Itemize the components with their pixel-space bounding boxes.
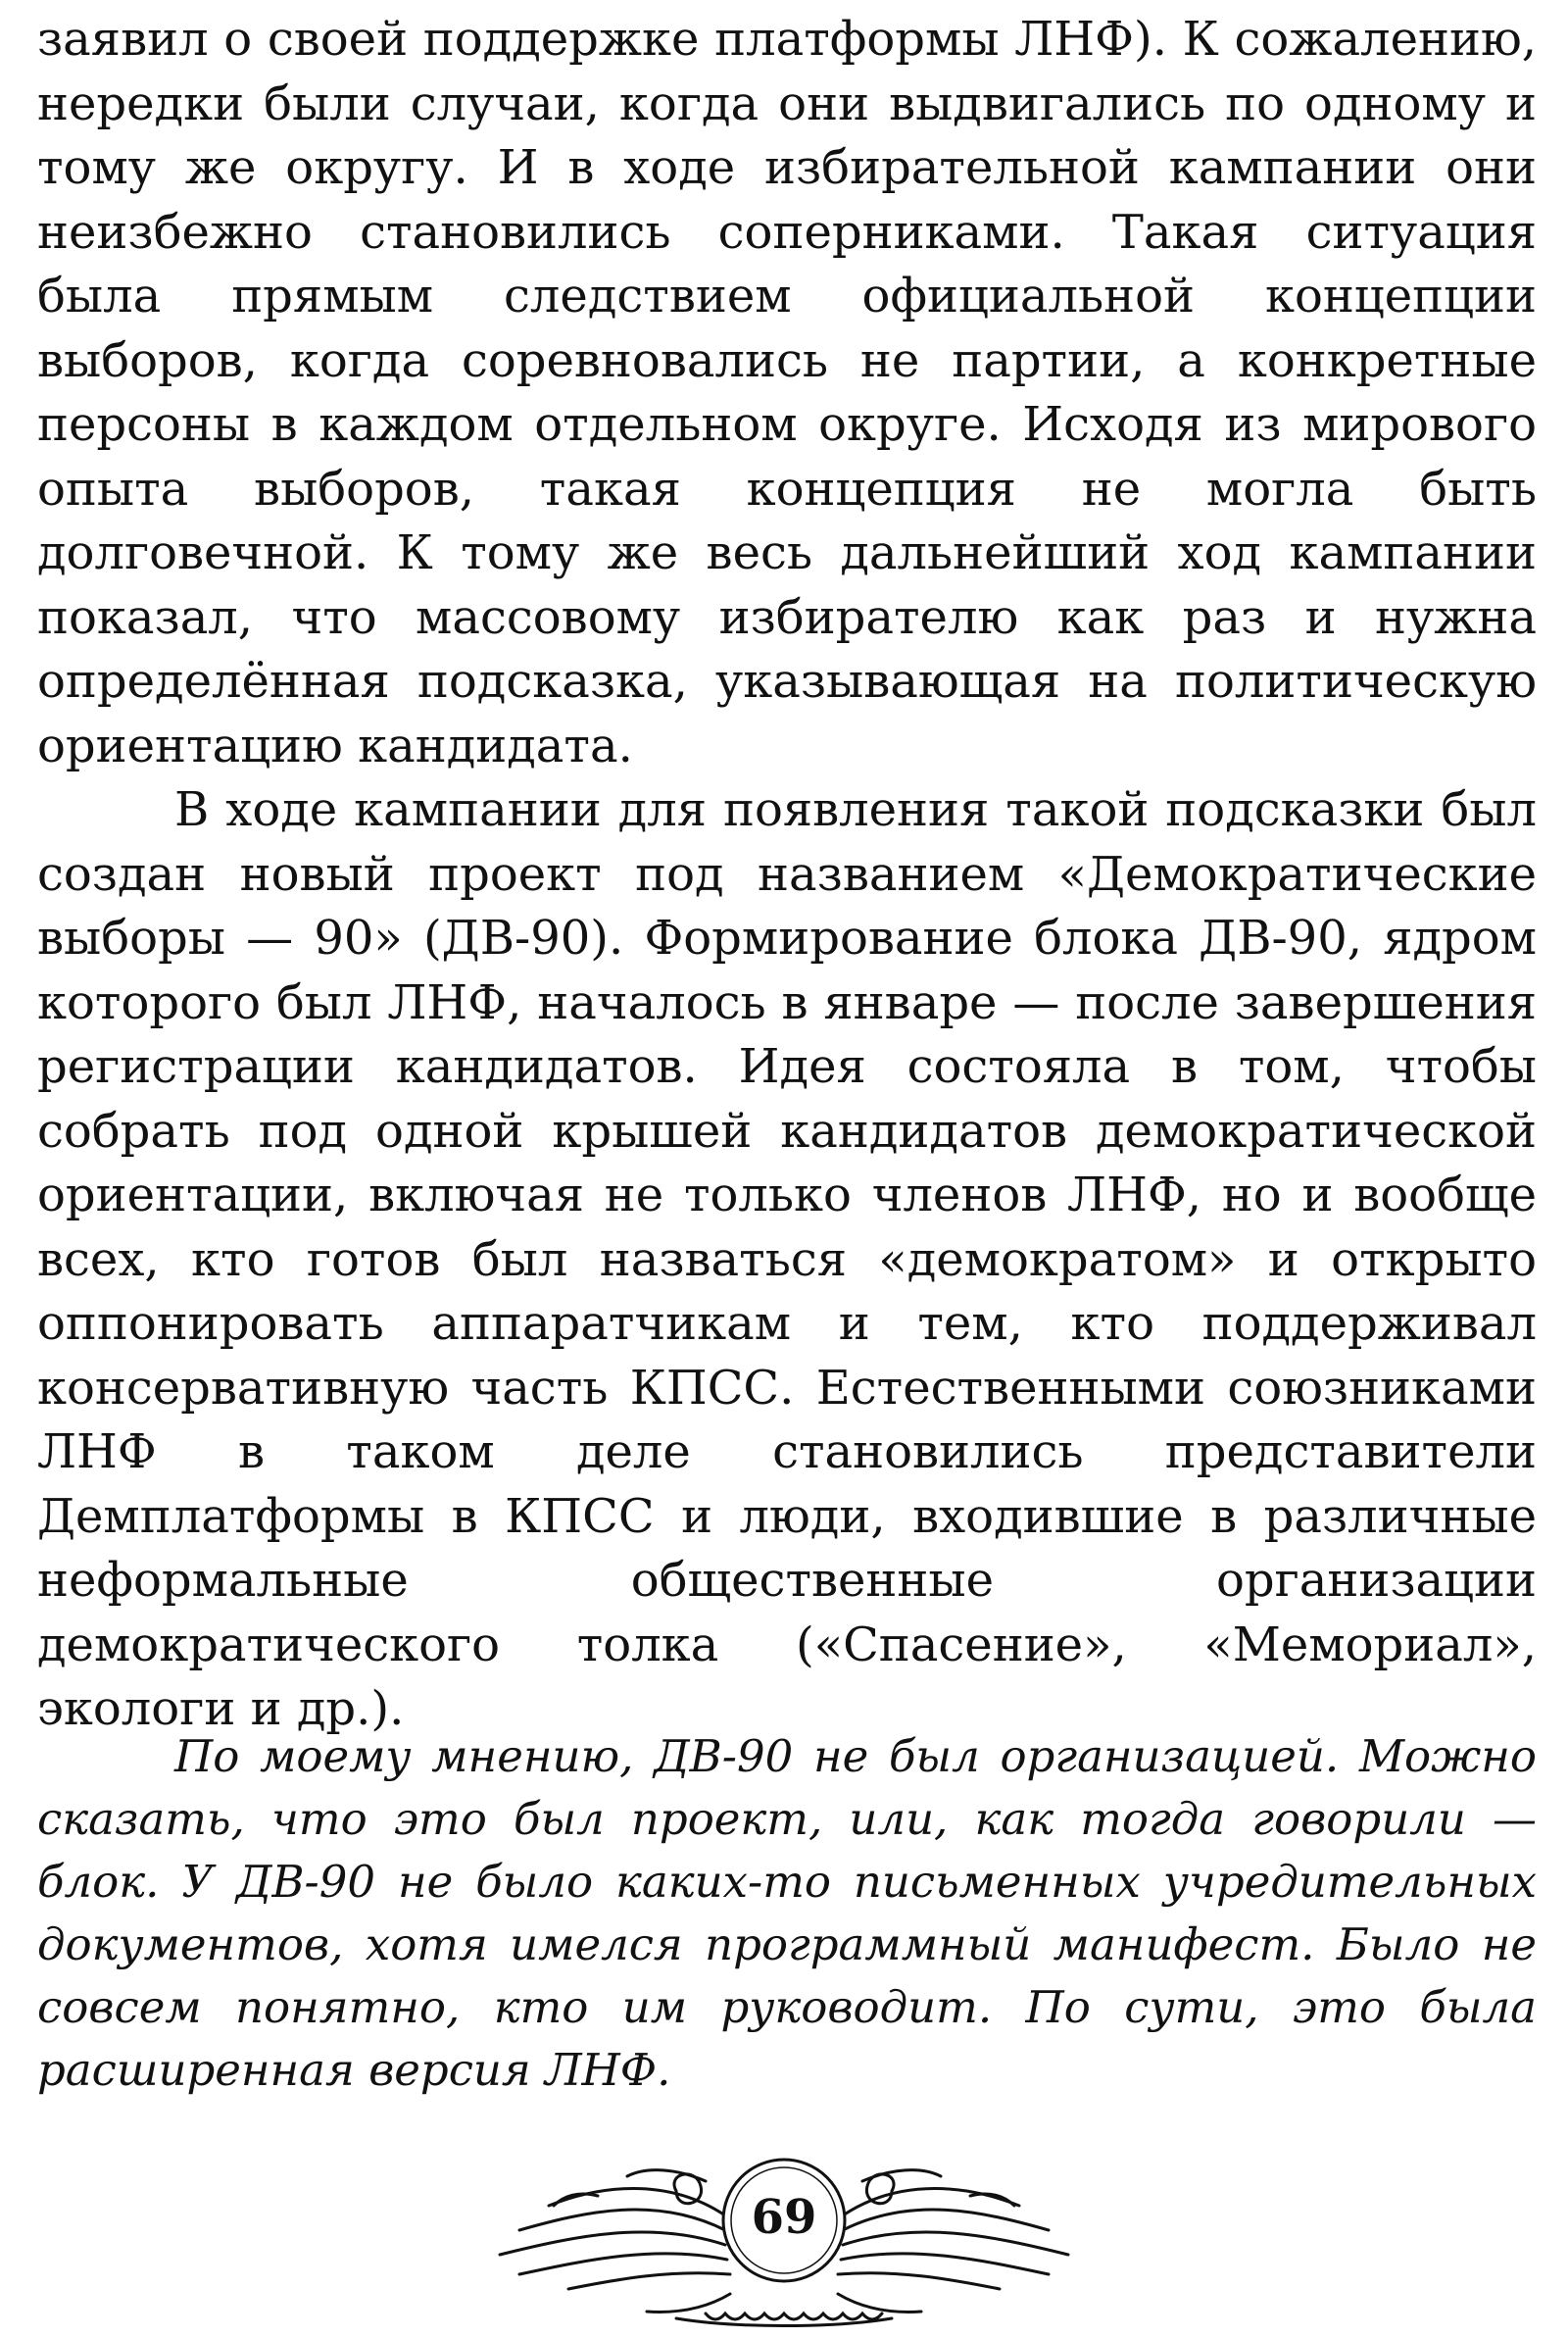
paragraph: В ходе кампании для появления такой подсказки был создан новый проект под названием «Демократические выборы — 90» (ДВ-90). Формирование блока ДВ-90, ядром которого был ЛНФ, началось в январе — после завершения регистрации кандидатов. Идея состояла в том, чтобы собрать под одной крышей кандидатов демократической ориентации, включая не только членов ЛНФ, но и вообще всех, кто готов был назваться «демократом» и открыто оппонировать аппаратчикам и тем, кто поддерживал консервативную часть КПСС. Естественными союзниками ЛНФ в таком деле становились представители Демплатформы в КПСС и люди, входившие в различные неформальные общественные организации демократического толка («Спасение», «Мемориал», экологи и др.).: [37, 782, 1537, 1736]
quote-block: По моему мнению, ДВ-90 не был организацией. Можно сказать, что это был проект, или, как тогда говорили — блок. У ДВ-90 не было каких-то письменных учредительных документов, хотя имелся программный манифест. Было не совсем понятно, кто им руководит. По сути, это была расширенная версия ЛНФ.: [37, 1730, 1537, 2096]
main-text: [37, 8, 1537, 1742]
page-footer: [480, 2137, 1088, 2333]
page-number: 69: [751, 2190, 817, 2245]
paragraph-continued: заявил о своей поддержке платформы ЛНФ). К сожалению, нередки были случаи, когда они выдвигались по одному и тому же округу. И в ходе избирательной кампании они неизбежно становились соперниками. Такая ситуация была прямым следствием официальной концепции выборов, когда соревновались не партии, а конкретные персоны в каждом отдельном округе. Исходя из мирового опыта выборов, такая концепция не могла быть долговечной. К тому же весь дальнейший ход кампании показал, что массовому избирателю как раз и нужна определённая подсказка, указывающая на политическую ориентацию кандидата.: [37, 12, 1537, 773]
